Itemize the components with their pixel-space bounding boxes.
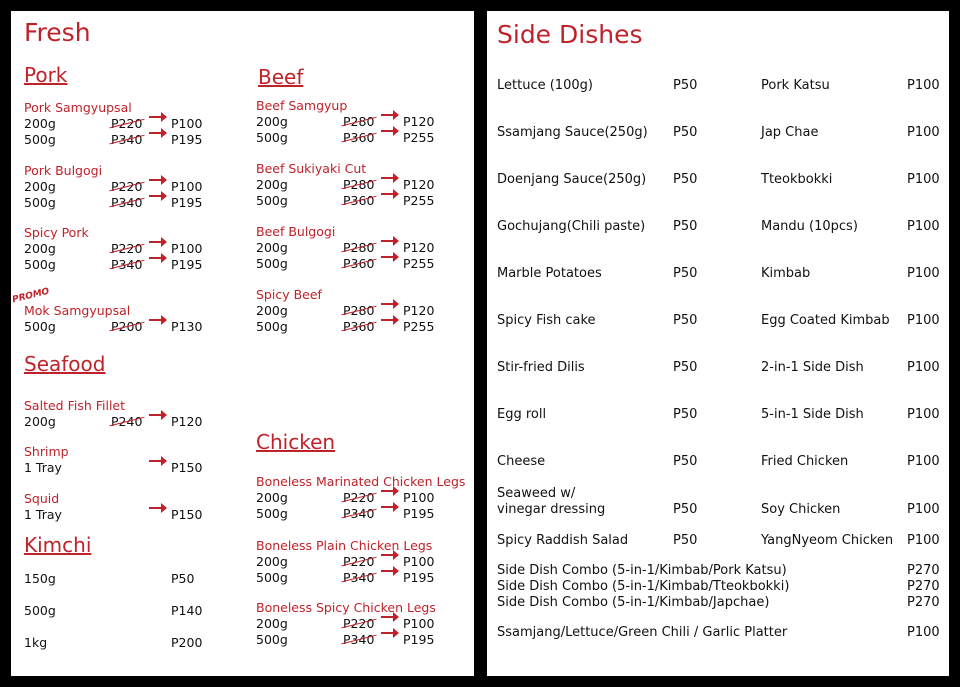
kimchi-row [24,603,234,619]
weight-label: 500g [24,257,56,272]
dish-price: P100 [907,360,940,375]
new-price: P100 [403,554,435,569]
arrow-icon [381,256,395,258]
dish-price: P100 [907,502,940,517]
arrow-icon [149,257,163,259]
side-dish-row [497,533,942,567]
price-row [24,460,239,476]
weight-label: 500g [24,603,56,618]
weight-label: 200g [24,116,56,131]
dish-name: Kimbab [761,266,811,281]
old-price: P280 [343,114,375,129]
old-price: P220 [343,554,375,569]
weight-label: 500g [256,130,288,145]
side-dish-row [497,266,942,300]
dish-price: P50 [673,533,698,548]
new-price: P120 [171,414,203,429]
weight-label: 200g [24,179,56,194]
beef-heading: Beef [258,65,304,89]
combo-name: Side Dish Combo (5-in-1/Kimbab/Japchae) [497,595,770,610]
dish-name: Egg roll [497,407,547,422]
arrow-icon [381,193,395,195]
arrow-icon [149,179,163,181]
new-price: P100 [171,179,203,194]
arrow-icon [381,632,395,634]
new-price: P100 [171,116,203,131]
old-price: P340 [111,257,143,272]
old-price: P280 [343,177,375,192]
dish-price: P50 [673,219,698,234]
weight-label: 500g [256,632,288,647]
old-price: P340 [111,195,143,210]
old-price: P340 [343,570,375,585]
arrow-icon [149,116,163,118]
price-row [256,319,471,335]
arrow-icon [381,114,395,116]
old-price: P220 [343,616,375,631]
platter-price: P100 [907,625,940,640]
kimchi-row [24,571,234,587]
price-row [24,414,239,430]
old-price: P200 [111,319,143,334]
price-row [256,177,471,193]
weight-label: 500g [256,193,288,208]
weight-label: 500g [256,319,288,334]
arrow-icon [149,460,163,462]
weight-label: 200g [256,490,288,505]
new-price: P195 [171,257,203,272]
dish-price: P100 [907,172,940,187]
arrow-icon [381,303,395,305]
old-price: P220 [111,116,143,131]
new-price: P120 [403,114,435,129]
item-name: Mok Samgyupsal [24,303,131,318]
new-price: P255 [403,256,435,271]
arrow-icon [381,240,395,242]
weight-label: 500g [256,256,288,271]
price-row [24,195,239,211]
dish-name: Marble Potatoes [497,266,602,281]
fresh-title: Fresh [24,18,91,47]
price-row [256,570,471,586]
price-row [256,114,471,130]
dish-price: P100 [907,266,940,281]
price-row [256,193,471,209]
weight-label: 200g [256,616,288,631]
new-price: P255 [403,193,435,208]
item-name: Shrimp [24,444,69,459]
old-price: P220 [111,179,143,194]
price-row [256,506,471,522]
side-dish-row [497,78,942,112]
side-dish-row [497,407,942,441]
arrow-icon [381,177,395,179]
price-row [256,632,471,648]
pork-heading: Pork [24,63,68,87]
price-row [24,132,239,148]
arrow-icon [149,414,163,416]
arrow-icon [149,319,163,321]
new-price: P255 [403,319,435,334]
side-dishes-title: Side Dishes [497,20,643,49]
item-name: Spicy Beef [256,287,322,302]
new-price: P100 [403,616,435,631]
arrow-icon [381,130,395,132]
item-name: Boneless Marinated Chicken Legs [256,474,466,489]
dish-price: P100 [907,125,940,140]
item-name: Beef Sukiyaki Cut [256,161,367,176]
arrow-icon [381,319,395,321]
combo-price: P270 [907,579,940,594]
new-price: P195 [171,132,203,147]
combo-name: Side Dish Combo (5-in-1/Kimbab/Pork Katsu) [497,563,787,578]
weight-label: 200g [256,303,288,318]
dish-price: P50 [673,313,698,328]
dish-price: P50 [673,78,698,93]
platter-name: Ssamjang/Lettuce/Green Chili / Garlic Platter [497,625,788,640]
old-price: P220 [343,490,375,505]
dish-price: P50 [673,502,698,517]
dish-price: P100 [907,219,940,234]
price-row [24,319,239,335]
arrow-icon [381,570,395,572]
price-row [24,257,239,273]
dish-name: Mandu (10pcs) [761,219,858,234]
dish-name: YangNyeom Chicken [761,533,894,548]
new-price: P195 [171,195,203,210]
weight-label: 1 Tray [24,507,62,522]
weight-label: 150g [24,571,56,586]
new-price: P195 [403,632,435,647]
new-price: P150 [171,507,203,522]
price: P50 [171,571,195,586]
new-price: P255 [403,130,435,145]
new-price: P130 [171,319,203,334]
item-name: Salted Fish Fillet [24,398,126,413]
dish-name: Spicy Raddish Salad [497,533,629,548]
new-price: P100 [171,241,203,256]
dish-price: P50 [673,407,698,422]
arrow-icon [149,507,163,509]
old-price: P340 [343,506,375,521]
side-dish-row [497,125,942,159]
dish-price: P50 [673,172,698,187]
dish-name: Lettuce (100g) [497,78,593,93]
weight-label: 500g [24,132,56,147]
dish-name: Fried Chicken [761,454,849,469]
old-price: P280 [343,240,375,255]
weight-label: 200g [24,414,56,429]
arrow-icon [381,490,395,492]
side-dish-row [497,486,942,520]
dish-name: Tteokbokki [761,172,833,187]
weight-label: 200g [256,240,288,255]
old-price: P340 [111,132,143,147]
side-dish-row [497,219,942,253]
price-row [256,490,471,506]
new-price: P120 [403,303,435,318]
new-price: P195 [403,506,435,521]
combo-name: Side Dish Combo (5-in-1/Kimbab/Tteokbokki) [497,579,790,594]
dish-name: Doenjang Sauce(250g) [497,172,647,187]
item-name: Pork Samgyupsal [24,100,132,115]
old-price: P240 [111,414,143,429]
new-price: P195 [403,570,435,585]
new-price: P120 [403,240,435,255]
dish-price: P100 [907,313,940,328]
combo-row [497,563,942,579]
dish-name: Stir-fried Dilis [497,360,585,375]
new-price: P100 [403,490,435,505]
side-dish-row [497,313,942,347]
side-dish-row [497,454,942,488]
weight-label: 200g [256,554,288,569]
arrow-icon [381,554,395,556]
item-name: Pork Bulgogi [24,163,103,178]
arrow-icon [149,241,163,243]
dish-name: Spicy Fish cake [497,313,596,328]
old-price: P360 [343,319,375,334]
dish-price: P100 [907,454,940,469]
old-price: P220 [111,241,143,256]
side-dish-row [497,360,942,394]
combo-price: P270 [907,563,940,578]
weight-label: 500g [256,506,288,521]
weight-label: 500g [24,195,56,210]
old-price: P280 [343,303,375,318]
chicken-heading: Chicken [256,430,336,454]
dish-name-line2: vinegar dressing [497,502,606,517]
dish-price: P50 [673,454,698,469]
item-name: Spicy Pork [24,225,89,240]
item-name: Beef Bulgogi [256,224,336,239]
price-row [24,179,239,195]
combo-price: P270 [907,595,940,610]
price-row [24,116,239,132]
dish-price: P50 [673,266,698,281]
weight-label: 200g [24,241,56,256]
price-row [256,130,471,146]
dish-name: Jap Chae [761,125,819,140]
dish-name: Soy Chicken [761,502,841,517]
dish-price: P100 [907,78,940,93]
dish-price: P50 [673,125,698,140]
old-price: P340 [343,632,375,647]
dish-name: 2-in-1 Side Dish [761,360,864,375]
price: P200 [171,635,203,650]
weight-label: 500g [24,319,56,334]
old-price: P360 [343,193,375,208]
platter-row [497,625,942,641]
price-row [256,256,471,272]
weight-label: 1 Tray [24,460,62,475]
dish-name: Seaweed w/ [497,486,576,501]
dish-name: Ssamjang Sauce(250g) [497,125,648,140]
item-name: Boneless Spicy Chicken Legs [256,600,436,615]
price-row [256,303,471,319]
kimchi-heading: Kimchi [24,533,92,557]
price-row [24,507,239,523]
dish-name: 5-in-1 Side Dish [761,407,864,422]
weight-label: 500g [256,570,288,585]
combo-row [497,579,942,595]
arrow-icon [149,132,163,134]
price-row [24,241,239,257]
item-name: Beef Samgyup [256,98,348,113]
side-dish-row [497,172,942,206]
arrow-icon [149,195,163,197]
new-price: P120 [403,177,435,192]
old-price: P360 [343,130,375,145]
item-name: Squid [24,491,60,506]
new-price: P150 [171,460,203,475]
price: P140 [171,603,203,618]
dish-price: P100 [907,533,940,548]
weight-label: 1kg [24,635,48,650]
fresh-panel [11,11,474,676]
weight-label: 200g [256,177,288,192]
weight-label: 200g [256,114,288,129]
dish-name: Pork Katsu [761,78,830,93]
kimchi-row [24,635,234,651]
side-dishes-panel [487,11,949,676]
arrow-icon [381,616,395,618]
price-row [256,240,471,256]
arrow-icon [381,506,395,508]
item-name: Boneless Plain Chicken Legs [256,538,433,553]
dish-price: P50 [673,360,698,375]
combo-row [497,595,942,611]
dish-name: Gochujang(Chili paste) [497,219,646,234]
price-row [256,616,471,632]
price-row [256,554,471,570]
seafood-heading: Seafood [24,352,106,376]
promo-badge: PROMO [11,286,51,306]
old-price: P360 [343,256,375,271]
dish-name: Cheese [497,454,546,469]
dish-price: P100 [907,407,940,422]
dish-name: Egg Coated Kimbab [761,313,890,328]
